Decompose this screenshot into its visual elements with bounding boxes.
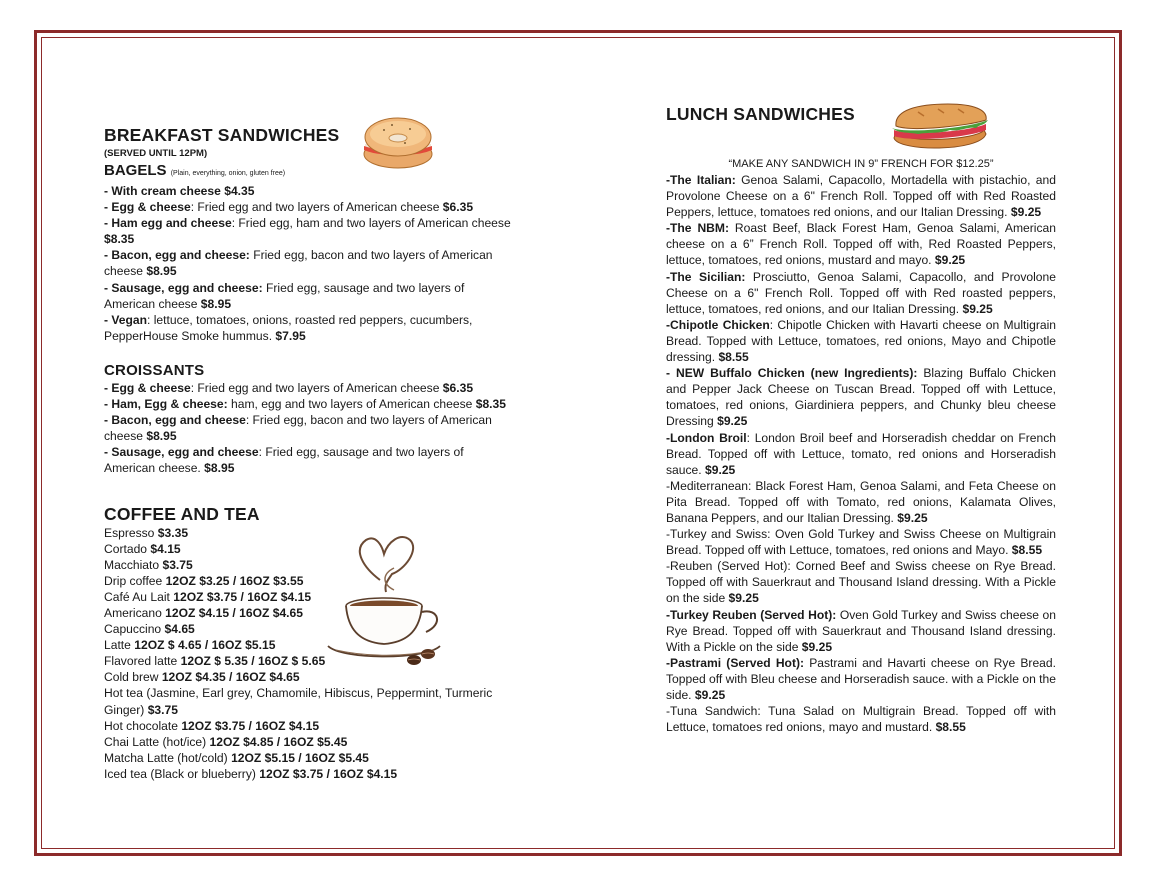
menu-item: - Vegan: lettuce, tomatoes, onions, roasted red peppers, cucumbers, PepperHouse Smoke hummus. $7.95 [104, 312, 473, 343]
lunch-title: LUNCH SANDWICHES [666, 104, 855, 124]
menu-item: Chai Latte (hot/ice) 12OZ $4.85 / 16OZ $5.45 [104, 734, 348, 749]
bagels-title: BAGELS [104, 162, 167, 179]
menu-item: Macchiato $3.75 [104, 557, 193, 572]
breakfast-title: BREAKFAST SANDWICHES [104, 125, 340, 145]
bagels-list [104, 183, 514, 344]
menu-item: - Bacon, egg and cheese: Fried egg, bacon and two layers of American cheese $8.95 [104, 248, 493, 279]
menu-item: -Mediterranean: Black Forest Ham, Genoa Salami, and Feta Cheese on Pita Bread. Topped off with Tomato, red onions, Kalamata Olives, Banana Peppers, and our Italian Dressing. $9.25 [666, 478, 1056, 525]
menu-item: -The Italian: Genoa Salami, Capacollo, Mortadella with pistachio, and Provolone Cheese on a 6" French Roll. Topped off with Red Roasted Peppers, lettuce, tomatoes red onions, and our Italian Dressing. $9.25 [666, 173, 1056, 220]
menu-item: -London Broil: London Broil beef and Horseradish cheddar on French Bread. Topped off with Lettuce, tomato, red onions and Horseradish sauce. $9.25 [666, 430, 1056, 477]
menu-item: -Turkey and Swiss: Oven Gold Turkey and Swiss Cheese on Multigrain Bread. Topped off with Lettuce, tomatoes, red onions and Mayo. $8.55 [666, 527, 1056, 558]
menu-item: Café Au Lait 12OZ $3.75 / 16OZ $4.15 [104, 589, 312, 604]
menu-item: - NEW Buffalo Chicken (new Ingredients): Blazing Buffalo Chicken and Pepper Jack Cheese on Tuscan Bread. Topped off with Lettuce, tomatoes, red onions, Giardiniera peppers, and Chunky bleu cheese Dressing $9.25 [666, 366, 1056, 429]
lunch-list [666, 172, 1056, 735]
menu-item: - Bacon, egg and cheese: Fried egg, bacon and two layers of American cheese $8.95 [104, 413, 492, 444]
menu-item: Capuccino $4.65 [104, 622, 195, 637]
menu-item: - With cream cheese $4.35 [104, 184, 255, 198]
menu-item: Flavored latte 12OZ $ 5.35 / 16OZ $ 5.65 [104, 654, 326, 669]
right-column [666, 103, 1056, 735]
bagels-note: (Plain, everything, onion, gluten free) [170, 170, 286, 177]
menu-item: - Sausage, egg and cheese: Fried egg, sausage and two layers of American cheese $8.95 [104, 280, 465, 311]
menu-item: Americano 12OZ $4.15 / 16OZ $4.65 [104, 605, 303, 620]
coffee-title: COFFEE AND TEA [104, 503, 260, 524]
coffee-list [104, 525, 496, 783]
menu-item: Cortado $4.15 [104, 541, 181, 556]
breakfast-served-note: (SERVED UNTIL 12PM) [104, 148, 208, 159]
menu-item: - Egg & cheese: Fried egg and two layers of American cheese $6.35 [104, 380, 474, 395]
menu-item: Cold brew 12OZ $4.35 / 16OZ $4.65 [104, 670, 300, 685]
menu-item: -Tuna Sandwich: Tuna Salad on Multigrain Bread. Topped off with Lettuce, tomatoes red onions, mayo and mustard. $8.55 [666, 704, 1056, 735]
menu-item: -The Sicilian: Prosciutto, Genoa Salami, Capacollo, and Provolone Cheese on a 6" French Roll. Topped off with Red roasted peppers, lettuce, tomatoes, red onions, and our Italian Dressing. $9.25 [666, 269, 1056, 316]
menu-item: - Egg & cheese: Fried egg and two layers of American cheese $6.35 [104, 200, 474, 215]
bagels-heading [104, 162, 514, 183]
menu-item: Hot tea (Jasmine, Earl grey, Chamomile, Hibiscus, Peppermint, Turmeric Ginger) $3.75 [104, 686, 493, 717]
menu-item: - Ham egg and cheese: Fried egg, ham and two layers of American cheese $8.35 [104, 216, 511, 247]
menu-item: -Reuben (Served Hot): Corned Beef and Swiss cheese on Rye Bread. Topped off with Sauerkraut and Thousand Island dressing. With a Pickle on the side $9.25 [666, 559, 1056, 606]
menu-item: - Sausage, egg and cheese: Fried egg, sausage and two layers of American cheese. $8.95 [104, 445, 464, 476]
menu-item: Drip coffee 12OZ $3.25 / 16OZ $3.55 [104, 573, 304, 588]
menu-item: -The NBM: Roast Beef, Black Forest Ham, Genoa Salami, American cheese on a 6” French Roll. Topped off with, Red Roasted Peppers, lettuce, tomatoes, red onions, mustard and mayo. $9.25 [666, 221, 1056, 268]
menu-item: -Turkey Reuben (Served Hot): Oven Gold Turkey and Swiss cheese on Rye Bread. Topped off with Sauerkraut and Thousand Island dressing. With a Pickle on the side $9.25 [666, 607, 1056, 654]
left-column [104, 124, 514, 782]
menu-item: -Chipotle Chicken: Chipotle Chicken with Havarti cheese on Multigrain Bread. Topped with Lettuce, tomatoes, red onions, Mayo and Chipotle dressing. $8.55 [666, 317, 1056, 365]
menu-item: Hot chocolate 12OZ $3.75 / 16OZ $4.15 [104, 718, 320, 733]
menu-item: Espresso $3.35 [104, 525, 189, 540]
menu-item: Matcha Latte (hot/cold) 12OZ $5.15 / 16OZ $5.45 [104, 750, 369, 765]
menu-item: -Pastrami (Served Hot): Pastrami and Havarti cheese on Rye Bread. Topped off with Bleu cheese and Horseradish sauce. with a Pickle on the side. $9.25 [666, 655, 1056, 702]
menu-item: Latte 12OZ $ 4.65 / 16OZ $5.15 [104, 638, 276, 653]
croissants-title: CROISSANTS [104, 361, 205, 379]
menu-item: - Ham, Egg & cheese: ham, egg and two layers of American cheese $8.35 [104, 397, 506, 412]
croissants-list [104, 380, 514, 477]
make-any-note: “MAKE ANY SANDWICH IN 9” FRENCH FOR $12.25” [728, 158, 994, 170]
menu-item: Iced tea (Black or blueberry) 12OZ $3.75 / 16OZ $4.15 [104, 766, 398, 781]
